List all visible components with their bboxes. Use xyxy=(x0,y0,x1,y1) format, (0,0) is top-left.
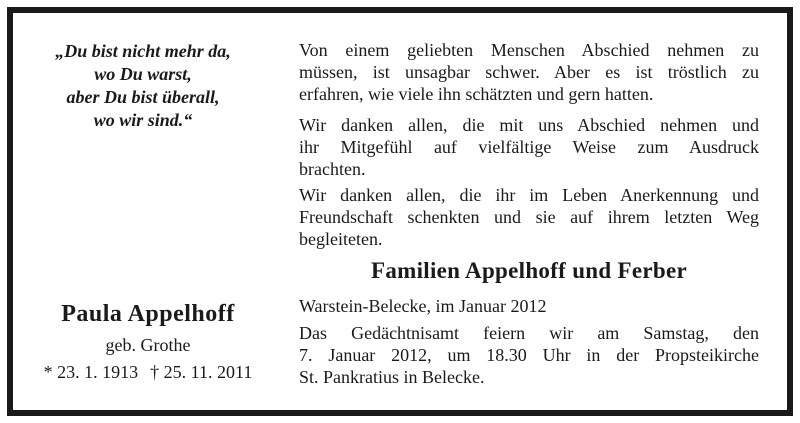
birth-date: * 23. 1. 1913 xyxy=(43,362,139,382)
paragraph-line: Das Gedächtnisamt feiern wir am Samstag, den xyxy=(299,323,759,343)
paragraph-line: Wir danken allen, die ihr im Leben Anerkennung und xyxy=(299,185,759,205)
families-signature: Familien Appelhoff und Ferber xyxy=(370,258,687,283)
paragraph-line: Freundschaft schenkten und sie auf ihrem letzten Weg xyxy=(299,207,759,227)
thanks-paragraph xyxy=(299,39,759,105)
paragraph-line: 7. Januar 2012, um 18.30 Uhr in der Propsteikirche xyxy=(299,345,759,365)
death-date: † 25. 11. 2011 xyxy=(150,362,253,382)
memorial-service-paragraph xyxy=(299,322,759,388)
deceased-name: Paula Appelhoff xyxy=(61,301,235,327)
right-column xyxy=(299,13,759,410)
paragraph-line: Wir danken allen, die mit uns Abschied nehmen und xyxy=(299,115,759,135)
paragraph-line: begleiteten. xyxy=(299,229,383,249)
left-column xyxy=(13,13,283,410)
quote-line: „Du bist nicht mehr da, xyxy=(55,41,231,61)
place-date: Warstein-Belecke, im Januar 2012 xyxy=(299,296,547,316)
deceased-block xyxy=(23,299,273,384)
thanks-paragraph xyxy=(299,184,759,250)
obituary-frame xyxy=(7,7,793,416)
birth-name: geb. Grothe xyxy=(105,335,191,355)
quote-line: wo Du warst, xyxy=(94,64,192,84)
memorial-quote xyxy=(23,40,263,132)
paragraph-line: Von einem geliebten Menschen Abschied nehmen zu xyxy=(299,40,759,60)
thanks-paragraph xyxy=(299,114,759,180)
quote-line: wo wir sind.“ xyxy=(93,110,193,130)
life-dates xyxy=(23,360,273,384)
quote-line: aber Du bist überall, xyxy=(66,87,220,107)
paragraph-line: St. Pankratius in Belecke. xyxy=(299,367,485,387)
paragraph-line: ihr Mitgefühl auf vielfältige Weise zum Ausdruck xyxy=(299,137,759,157)
paragraph-line: erfahren, wie viele ihn schätzten und gern hatten. xyxy=(299,84,654,104)
paragraph-line: brachten. xyxy=(299,159,366,179)
paragraph-line: müssen, ist unsagbar schwer. Aber es ist tröstlich zu xyxy=(299,62,759,82)
